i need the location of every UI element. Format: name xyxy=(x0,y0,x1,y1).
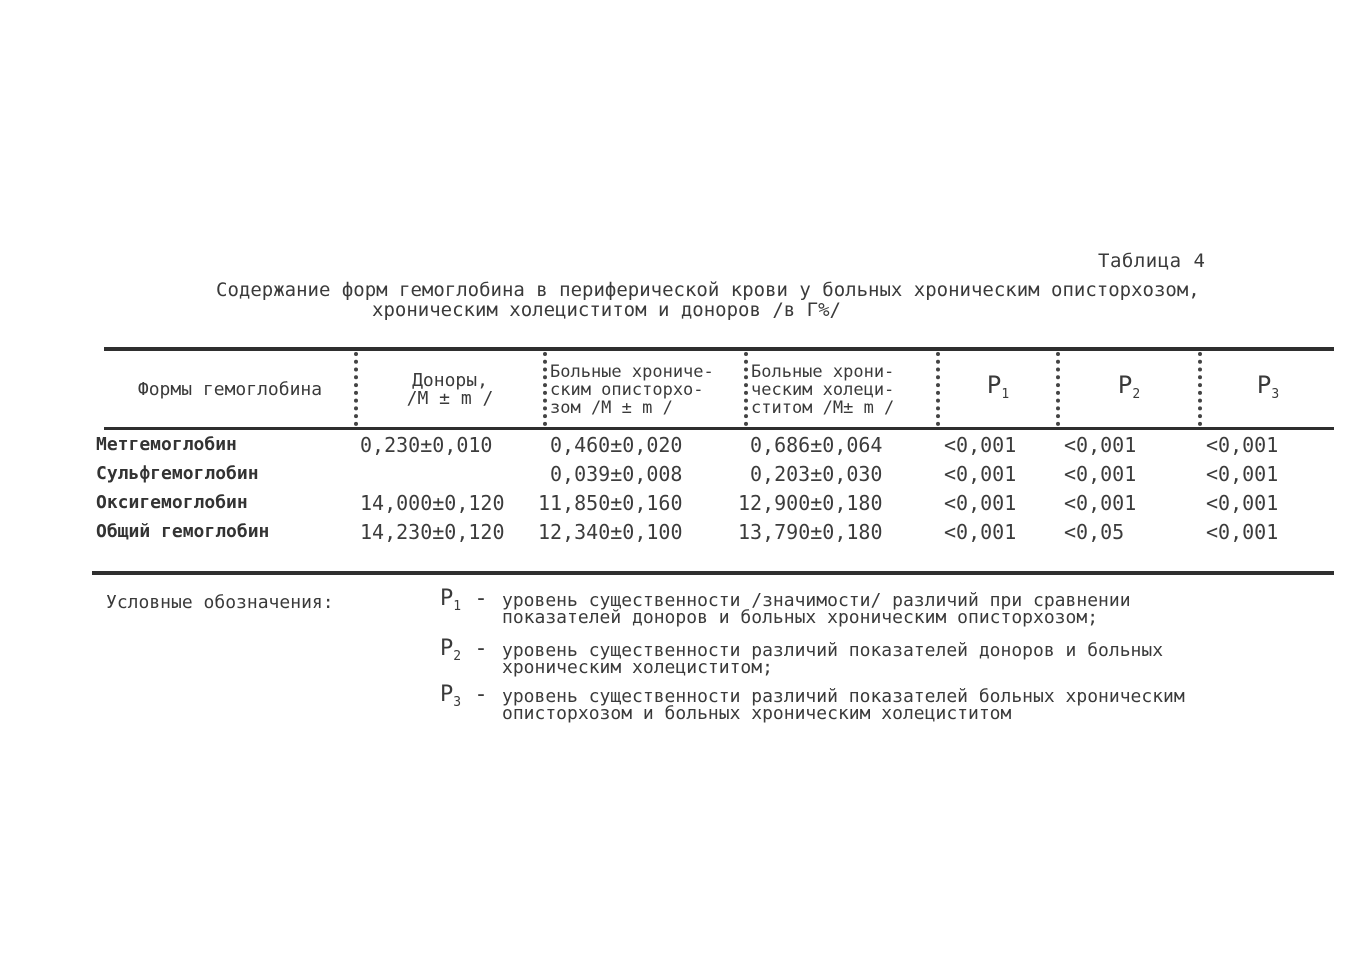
row-chole-value: 0,203±0,030 xyxy=(750,462,883,486)
table-number-label: Таблица 4 xyxy=(1098,250,1206,272)
column-divider xyxy=(1056,352,1060,426)
legend-symbol: $P_1$ - xyxy=(440,586,488,614)
header-p1 xyxy=(944,356,1052,424)
header-donors: Доноры, /M ± m / xyxy=(406,370,494,409)
row-p2-value: <0,001 xyxy=(1064,491,1137,515)
table-caption xyxy=(216,280,1296,320)
row-p3-value: <0,001 xyxy=(1206,491,1279,515)
row-form-name: Сульфгемоглобин xyxy=(96,463,259,484)
header-p3 xyxy=(1206,356,1330,424)
header-p2 xyxy=(1062,356,1196,424)
row-p2-value: <0,001 xyxy=(1064,433,1137,457)
row-opisth-value: 0,039±0,008 xyxy=(550,462,683,486)
header-opisthorchiasis: Больные хрониче- ским описторхо- зом /M ± m / xyxy=(550,362,714,418)
row-p2-value: <0,05 xyxy=(1064,520,1125,544)
legend-symbol: $P_2$ - xyxy=(440,636,488,664)
column-divider xyxy=(354,352,358,426)
row-p3-value: <0,001 xyxy=(1206,433,1279,457)
row-opisth-value: 0,460±0,020 xyxy=(550,433,683,457)
p2-subscript: 2 xyxy=(1132,387,1141,402)
row-chole-value: 0,686±0,064 xyxy=(750,433,883,457)
p3-subscript: 3 xyxy=(1271,387,1280,402)
legend-symbol: $P_3$ - xyxy=(440,682,488,710)
row-donors-value: 0,230±0,010 xyxy=(360,433,493,457)
column-divider xyxy=(543,352,547,426)
legend-text: уровень существенности различий показателей доноров и больных хроническим холециститом; xyxy=(502,640,1164,678)
p2-symbol: P xyxy=(1117,371,1133,399)
table-header-rule xyxy=(104,427,1334,430)
row-form-name: Общий гемоглобин xyxy=(96,521,270,542)
row-p3-value: <0,001 xyxy=(1206,462,1279,486)
row-p1-value: <0,001 xyxy=(944,462,1017,486)
row-form-name: Оксигемоглобин xyxy=(96,492,248,513)
row-form-name: Метгемоглобин xyxy=(96,434,237,455)
row-p3-value: <0,001 xyxy=(1206,520,1279,544)
row-chole-value: 13,790±0,180 xyxy=(738,520,883,544)
table-row xyxy=(0,431,1357,459)
legend-text: уровень существенности различий показателей больных хроническим описторхозом и больных хроническим холециститом xyxy=(502,686,1185,724)
row-p1-value: <0,001 xyxy=(944,433,1017,457)
legend-label: Условные обозначения: xyxy=(106,592,334,613)
row-p1-value: <0,001 xyxy=(944,520,1017,544)
caption-line-1: Содержание форм гемоглобина в периферической крови у больных хроническим описторхозом, xyxy=(216,279,1200,301)
table-top-rule xyxy=(104,347,1334,351)
legend-text: уровень существенности /значимости/ различий при сравнении показателей доноров и больных хроническим описторхозом; xyxy=(502,590,1131,628)
row-donors-value: 14,000±0,120 xyxy=(360,491,505,515)
p1-symbol: P xyxy=(986,371,1002,399)
row-chole-value: 12,900±0,180 xyxy=(738,491,883,515)
row-p1-value: <0,001 xyxy=(944,491,1017,515)
table-row xyxy=(0,460,1357,488)
row-donors-value: 14,230±0,120 xyxy=(360,520,505,544)
table-row xyxy=(0,489,1357,517)
row-opisth-value: 12,340±0,100 xyxy=(538,520,683,544)
p3-symbol: P xyxy=(1256,371,1272,399)
header-forms: Формы гемоглобина xyxy=(137,379,323,400)
row-p2-value: <0,001 xyxy=(1064,462,1137,486)
column-divider xyxy=(1198,352,1202,426)
table-bottom-rule xyxy=(92,571,1334,575)
caption-line-2: хроническим холециститом и доноров /в Г%/ xyxy=(372,299,841,321)
row-opisth-value: 11,850±0,160 xyxy=(538,491,683,515)
header-cholecystitis: Больные хрони- ческим холеци- ститом /M± m / xyxy=(751,362,895,418)
table-row xyxy=(0,518,1357,546)
p1-subscript: 1 xyxy=(1001,387,1010,402)
